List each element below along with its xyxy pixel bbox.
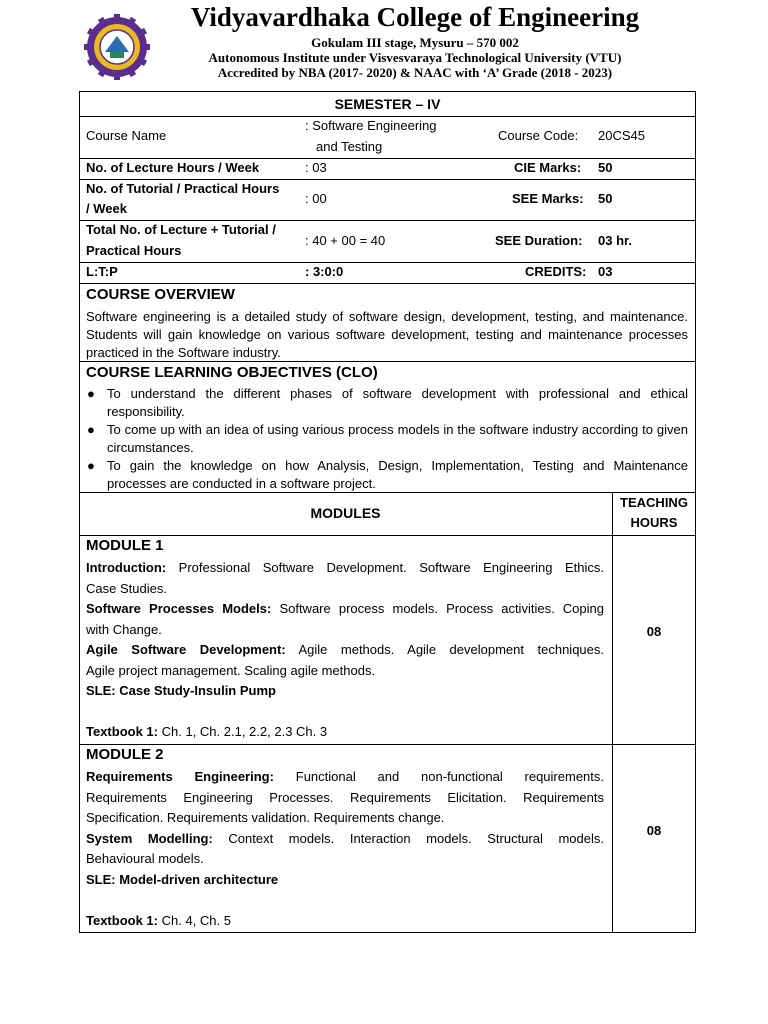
credits-value: 03 [598, 264, 613, 279]
module2-textbook: Textbook 1: Ch. 4, Ch. 5 [86, 913, 231, 928]
module2-system-modelling-cont: Behavioural models. [86, 851, 204, 866]
clo-item: ● To come up with an idea of using various process models in the software industry according to given circumstances. [87, 422, 688, 455]
module1-textbook: Textbook 1: Ch. 1, Ch. 2.1, 2.2, 2.3 Ch. 3 [86, 724, 328, 739]
ltp-value: : 3:0:0 [305, 264, 344, 279]
module1-agile-cont: Agile project management. Scaling agile methods. [86, 663, 376, 678]
lecture-hours-value: : 03 [305, 160, 327, 175]
course-overview-heading: COURSE OVERVIEW [86, 286, 235, 303]
module1-introduction: Introduction: Professional Software Development. Software Engineering Ethics. [86, 560, 604, 575]
module1-hours: 08 [646, 624, 662, 639]
course-name-line2: and Testing [316, 139, 383, 154]
tutorial-hours-label-line1: No. of Tutorial / Practical Hours [86, 181, 280, 196]
lecture-hours-label: No. of Lecture Hours / Week [86, 160, 260, 175]
clo-item: ● To understand the different phases of software development with professional and ethical responsibility. [87, 386, 688, 419]
clo-heading: COURSE LEARNING OBJECTIVES (CLO) [86, 364, 378, 381]
rule [79, 283, 696, 284]
module1-title: MODULE 1 [86, 537, 164, 554]
modules-heading: MODULES [310, 505, 381, 521]
semester-title: SEMESTER – IV [334, 96, 441, 112]
module2-requirements-cont2: Specification. Requirements validation. Requirements change. [86, 810, 445, 825]
total-hours-label-line2: Practical Hours [86, 243, 182, 258]
module2-system-modelling: System Modelling: Context models. Interaction models. Structural models. [86, 831, 604, 846]
course-code-value: 20CS45 [598, 128, 645, 143]
total-hours-label-line1: Total No. of Lecture + Tutorial / [86, 222, 276, 237]
total-hours-value: : 40 + 00 = 40 [305, 233, 386, 248]
module2-hours: 08 [646, 823, 662, 838]
tutorial-hours-value: : 00 [305, 191, 327, 206]
clo-item: ● To gain the knowledge on how Analysis, Design, Implementation, Testing and Maintenance processes are conducted in a software project. [87, 458, 688, 491]
bullet-icon: ● [87, 422, 95, 437]
see-duration-value: 03 hr. [598, 233, 632, 248]
bullet-icon: ● [87, 386, 95, 401]
course-name-line1: : Software Engineering [305, 118, 437, 133]
clo-list [86, 385, 688, 493]
module1-process-models-cont: with Change. [86, 622, 162, 637]
teaching-hours-heading-line2: HOURS [630, 515, 678, 530]
course-name-label: Course Name [86, 128, 167, 143]
teaching-hours-heading-line1: TEACHING [620, 495, 688, 510]
see-marks-value: 50 [598, 191, 613, 206]
tutorial-hours-label-line2: / Week [86, 201, 127, 216]
rule [79, 535, 696, 536]
cie-marks-value: 50 [598, 160, 613, 175]
cie-marks-label: CIE Marks: [514, 160, 582, 175]
column-divider [612, 492, 613, 933]
credits-label: CREDITS: [525, 264, 587, 279]
module2-requirements-cont1: Requirements Engineering Processes. Requirements Elicitation. Requirements [86, 790, 604, 805]
rule [79, 744, 696, 745]
see-marks-label: SEE Marks: [512, 191, 584, 206]
college-name: Vidyavardhaka College of Engineering [190, 2, 640, 32]
autonomy-line: Autonomous Institute under Visvesvaraya Technological University (VTU) [208, 50, 622, 65]
module2-sle: SLE: Model-driven architecture [86, 872, 279, 887]
module2-title: MODULE 2 [86, 746, 164, 763]
bullet-icon: ● [87, 458, 95, 473]
course-code-label: Course Code: [498, 128, 579, 143]
module1-sle: SLE: Case Study-Insulin Pump [86, 683, 276, 698]
college-address: Gokulam III stage, Mysuru – 570 002 [311, 35, 519, 50]
module1-agile: Agile Software Development: Agile methods. Agile development techniques. [86, 642, 604, 657]
course-overview-text: Software engineering is a detailed study of software design, development, testing, and maintenance. Students will gain knowledge on various software development, testing and maintenance processes practiced in the Software industry. [86, 309, 688, 360]
module1-process-models: Software Processes Models: Software process models. Process activities. Coping [86, 601, 604, 616]
college-logo [84, 14, 150, 80]
ltp-label: L:T:P [86, 264, 118, 279]
module2-requirements: Requirements Engineering: Functional and non-functional requirements. [86, 769, 604, 784]
see-duration-label: SEE Duration: [495, 233, 583, 248]
module1-introduction-cont: Case Studies. [86, 581, 167, 596]
accreditation-line: Accredited by NBA (2017- 2020) & NAAC with ‘A’ Grade (2018 - 2023) [217, 65, 613, 80]
